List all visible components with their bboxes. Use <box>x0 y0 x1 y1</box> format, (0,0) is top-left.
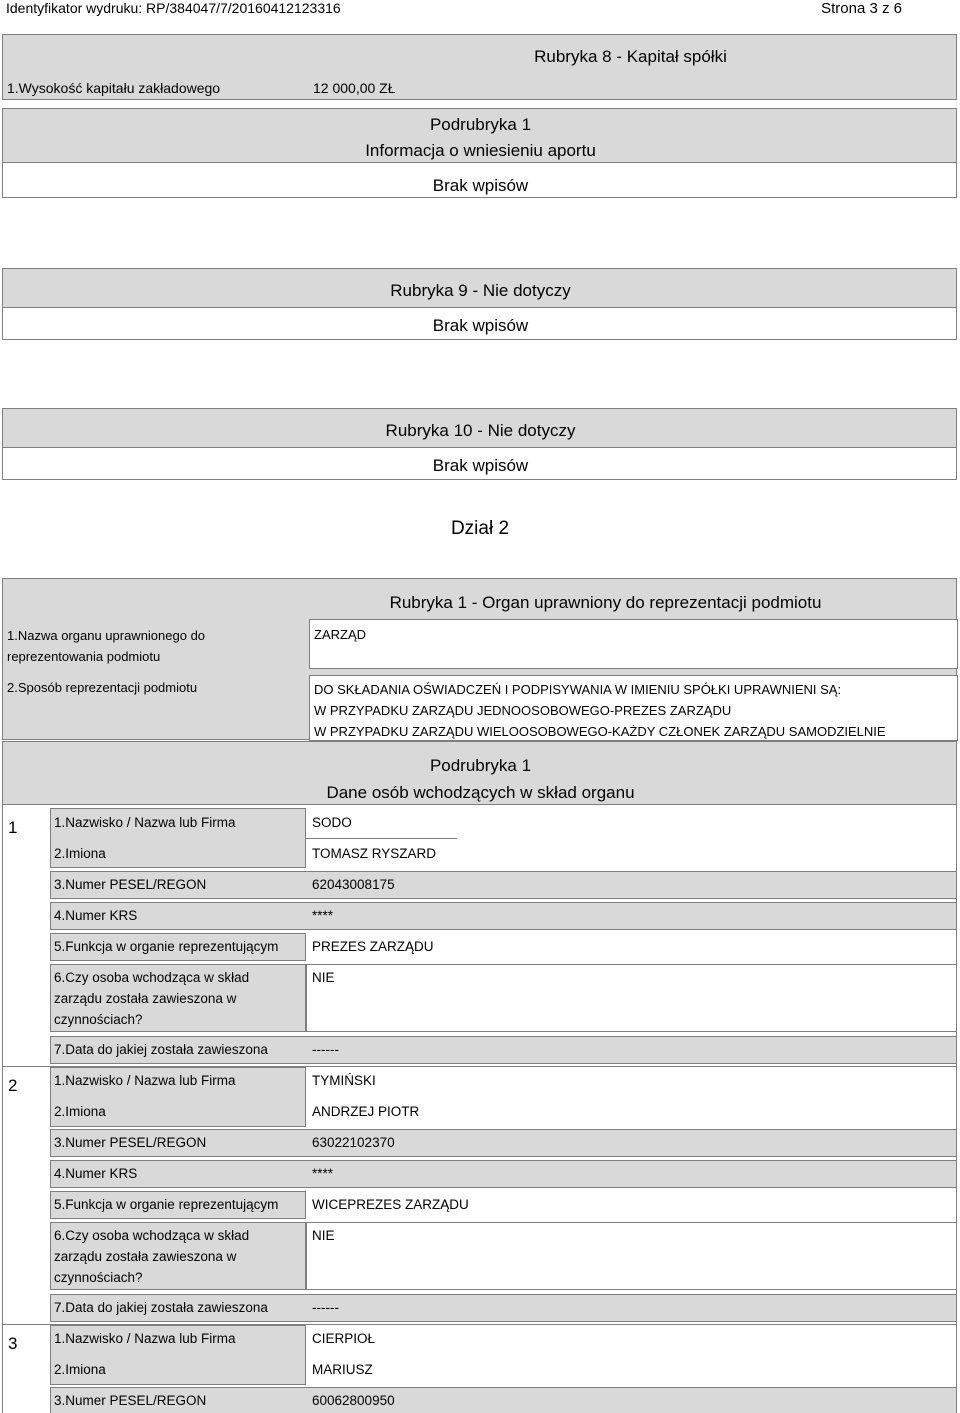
person-names: ANDRZEJ PIOTR <box>312 1104 420 1119</box>
rubryka-1-block <box>2 578 957 740</box>
rubryka-10-header <box>2 408 957 448</box>
person-surname: CIERPIOŁ <box>312 1331 376 1346</box>
person-suspended: NIE <box>312 1228 335 1243</box>
podrubryka-persons-header: Podrubryka 1 Dane osób wchodzących w skład organu <box>2 741 957 805</box>
person-pesel: 60062800950 <box>312 1393 395 1408</box>
rubryka-8-header <box>2 34 957 100</box>
person-suspended-until: ------ <box>312 1300 339 1315</box>
aport-empty: Brak wpisów <box>2 162 957 198</box>
organ-name-label: 1.Nazwa organu uprawnionego do reprezentowania podmiotu <box>7 628 206 664</box>
rubryka-9-empty: Brak wpisów <box>2 307 957 340</box>
person-pesel: 63022102370 <box>312 1135 395 1150</box>
method-value-cell <box>309 675 958 741</box>
section-title: Dział 2 <box>450 518 510 539</box>
person-function: PREZES ZARZĄDU <box>312 939 434 954</box>
print-header <box>0 0 960 20</box>
person-krs: **** <box>312 1166 334 1181</box>
person-surname: SODO <box>312 815 352 830</box>
person-function: WICEPREZES ZARZĄDU <box>312 1197 469 1212</box>
organ-name-value-cell <box>309 619 958 669</box>
capital-label: 1.Wysokość kapitału zakładowego <box>7 80 221 96</box>
person-suspended-until: ------ <box>312 1042 339 1057</box>
rubryka-10-empty: Brak wpisów <box>2 447 957 480</box>
person-names: MARIUSZ <box>312 1362 373 1377</box>
rubryka-9-header <box>2 268 957 308</box>
person-index: 1 <box>8 818 18 837</box>
page-number: Strona 3 z 6 <box>821 0 902 17</box>
rubryka-10-title: Rubryka 10 - Nie dotyczy <box>385 421 576 440</box>
podrubryka-aport <box>2 108 957 163</box>
podrubryka-subtitle: Informacja o wniesieniu aportu <box>365 141 596 160</box>
person-surname: TYMIŃSKI <box>312 1073 376 1088</box>
person-index: 2 <box>8 1076 18 1095</box>
person-names: TOMASZ RYSZARD <box>312 846 437 861</box>
person-krs: **** <box>312 908 334 923</box>
organ-name-value: ZARZĄD <box>314 627 366 642</box>
person-pesel: 62043008175 <box>312 877 395 892</box>
podrubryka-title: Podrubryka 1 <box>429 115 532 134</box>
method-value: DO SKŁADANIA OŚWIADCZEŃ I PODPISYWANIA W IMIENIU SPÓŁKI UPRAWNIENI SĄ: W PRZYPADKU ZARZĄDU JEDNOOSOBOWEGO-PREZES ZARZĄDU W PRZYPADKU ZARZĄDU WIELOOSOBOWEGO-KAŻDY CZŁONEK ZARZĄDU SAMODZIELNIE <box>314 682 886 739</box>
method-label: 2.Sposób reprezentacji podmiotu <box>7 680 198 695</box>
capital-value: 12 000,00 ZŁ <box>313 80 396 96</box>
person-suspended: NIE <box>312 970 335 985</box>
print-identifier: Identyfikator wydruku: RP/384047/7/20160412123316 <box>6 0 341 16</box>
rubryka-1-title: Rubryka 1 - Organ uprawniony do reprezentacji podmiotu <box>389 593 822 612</box>
person-index: 3 <box>8 1334 18 1353</box>
rubryka-8-title: Rubryka 8 - Kapitał spółki <box>534 47 727 66</box>
rubryka-9-title: Rubryka 9 - Nie dotyczy <box>390 281 571 300</box>
